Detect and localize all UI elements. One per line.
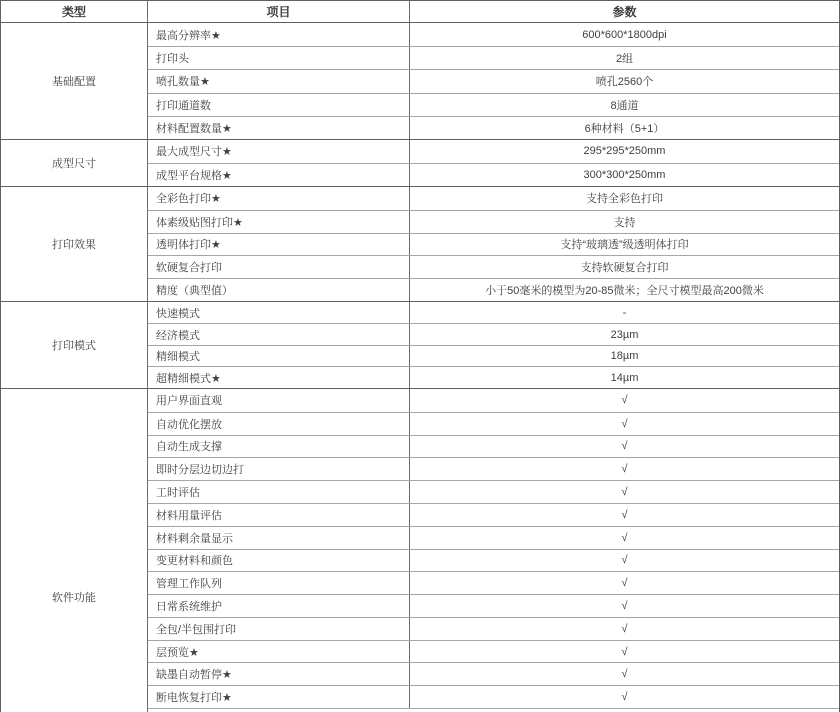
item-cell: 最大成型尺寸★ xyxy=(148,140,410,163)
table-row xyxy=(148,302,839,324)
item-cell: 变更材料和颜色 xyxy=(148,550,410,572)
item-cell: 打印头 xyxy=(148,47,410,69)
value-cell: 6种材料（5+1） xyxy=(584,122,665,135)
table-row xyxy=(148,662,839,685)
item-cell: 喷孔数量★ xyxy=(148,70,410,92)
value-cell: 600*600*1800dpi xyxy=(582,28,667,41)
table-row xyxy=(148,549,839,572)
table-row xyxy=(148,435,839,458)
column-header-item: 项目 xyxy=(148,1,410,22)
table-row xyxy=(148,255,839,278)
category-cell: 基础配置 xyxy=(1,23,148,139)
table-row xyxy=(148,278,839,301)
table-header-row xyxy=(1,1,839,23)
table-row xyxy=(148,389,839,412)
item-cell: 全彩色打印★ xyxy=(148,187,410,210)
value-cell: √ xyxy=(621,417,628,430)
category-cell: 成型尺寸 xyxy=(1,140,148,186)
item-cell: 透明体打印★ xyxy=(148,234,410,256)
table-row xyxy=(148,323,839,345)
value-cell: 支持 xyxy=(613,216,636,229)
table-row xyxy=(148,640,839,663)
value-cell: - xyxy=(622,306,627,319)
item-cell: 管理工作队列 xyxy=(148,572,410,594)
item-cell: 软硬复合打印 xyxy=(148,256,410,278)
item-cell: 打印通道数 xyxy=(148,94,410,116)
item-cell: 全包/半包围打印 xyxy=(148,618,410,640)
item-cell: 经济模式 xyxy=(148,324,410,345)
category-cell: 打印模式 xyxy=(1,302,148,388)
spec-section xyxy=(1,187,839,302)
value-cell: √ xyxy=(621,394,628,407)
item-cell: 自动生成支撑 xyxy=(148,436,410,458)
item-cell: 缺墨自动暂停★ xyxy=(148,663,410,685)
section-rows xyxy=(148,23,839,139)
table-row xyxy=(148,116,839,139)
column-header-type: 类型 xyxy=(1,1,148,22)
table-row xyxy=(148,571,839,594)
table-row xyxy=(148,617,839,640)
table-row xyxy=(148,23,839,46)
value-cell: √ xyxy=(621,463,628,476)
item-cell: 快速模式 xyxy=(148,302,410,324)
section-rows xyxy=(148,140,839,186)
value-cell: √ xyxy=(621,599,628,612)
table-row xyxy=(148,366,839,388)
table-row xyxy=(148,163,839,186)
value-cell: 8通道 xyxy=(610,99,639,112)
table-row xyxy=(148,233,839,256)
table-row xyxy=(148,69,839,92)
item-cell: 材料用量评估 xyxy=(148,504,410,526)
section-rows xyxy=(148,187,839,301)
table-row xyxy=(148,345,839,367)
item-cell: 即时分层边切边打 xyxy=(148,458,410,480)
value-cell: √ xyxy=(621,622,628,635)
value-cell: √ xyxy=(621,486,628,498)
value-cell: 295*295*250mm xyxy=(583,145,666,158)
item-cell: 用户界面直观 xyxy=(148,389,410,412)
value-cell: √ xyxy=(621,440,628,453)
table-row xyxy=(148,685,839,708)
value-cell: 喷孔2560个 xyxy=(595,76,654,89)
table-row xyxy=(148,93,839,116)
table-row xyxy=(148,594,839,617)
value-cell: 支持全彩色打印 xyxy=(586,193,663,206)
column-header-value: 参数 xyxy=(612,5,637,19)
item-cell: 日常系统维护 xyxy=(148,595,410,617)
table-row xyxy=(148,187,839,210)
item-cell: 工时评估 xyxy=(148,481,410,503)
item-cell: 自动优化摆放 xyxy=(148,413,410,435)
table-row xyxy=(148,526,839,549)
spec-section xyxy=(1,302,839,389)
item-cell: 超精细模式★ xyxy=(148,367,410,388)
item-cell: 成型平台规格★ xyxy=(148,164,410,186)
value-cell: 14µm xyxy=(610,371,639,384)
item-cell: 材料剩余量显示 xyxy=(148,527,410,549)
item-cell: 最高分辨率★ xyxy=(148,23,410,46)
category-cell: 软件功能 xyxy=(1,389,148,712)
value-cell: √ xyxy=(621,668,628,681)
table-row xyxy=(148,503,839,526)
item-cell: 精细模式 xyxy=(148,346,410,367)
value-cell: 18µm xyxy=(610,350,639,363)
item-cell: 层预览★ xyxy=(148,641,410,663)
spec-section xyxy=(1,389,839,712)
value-cell: 支持“玻璃透”级透明体打印 xyxy=(560,239,689,252)
value-cell: 支持软硬复合打印 xyxy=(580,262,669,275)
value-cell: √ xyxy=(621,645,628,658)
value-cell: 23µm xyxy=(610,328,639,341)
category-cell: 打印效果 xyxy=(1,187,148,301)
value-cell: √ xyxy=(621,577,628,590)
item-cell: 断电恢复打印★ xyxy=(148,686,410,708)
table-row xyxy=(148,140,839,163)
value-cell: 300*300*250mm xyxy=(583,168,666,181)
spec-section xyxy=(1,23,839,140)
spec-section xyxy=(1,140,839,187)
partial-cutoff-row xyxy=(148,708,839,712)
item-cell: 精度（典型值） xyxy=(148,279,410,301)
table-row xyxy=(148,480,839,503)
section-rows xyxy=(148,302,839,388)
table-row xyxy=(148,46,839,69)
item-cell: 体素级贴图打印★ xyxy=(148,211,410,233)
table-body xyxy=(1,23,839,712)
table-row xyxy=(148,412,839,435)
table-row xyxy=(148,457,839,480)
value-cell: √ xyxy=(621,531,628,544)
table-row xyxy=(148,210,839,233)
value-cell: √ xyxy=(621,691,628,704)
value-cell: √ xyxy=(621,554,628,567)
section-rows xyxy=(148,389,839,712)
item-cell: 材料配置数量★ xyxy=(148,117,410,139)
value-cell: √ xyxy=(621,508,628,521)
value-cell: 小于50毫米的模型为20-85微米；全尺寸模型最高200微米 xyxy=(485,285,764,298)
value-cell: 2组 xyxy=(615,53,634,66)
